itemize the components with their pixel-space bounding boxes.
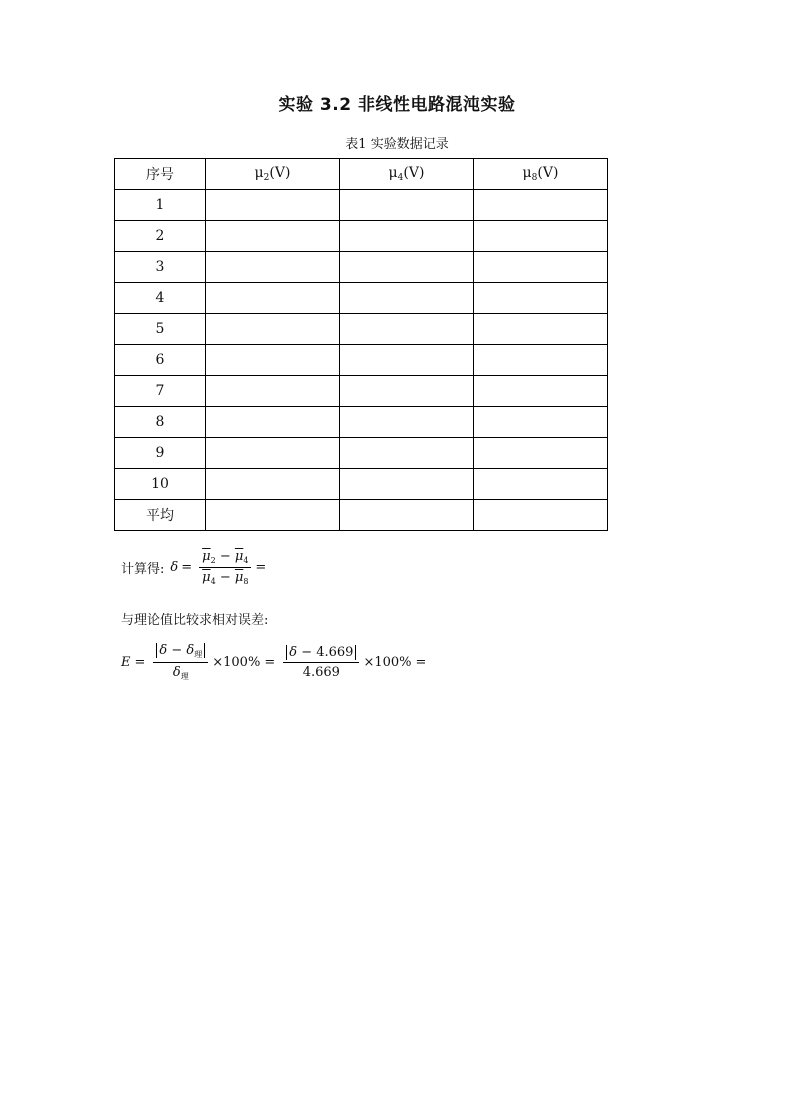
data-cell[interactable] [474, 438, 608, 469]
row-index-cell: 4 [115, 283, 206, 314]
table-row [115, 407, 608, 438]
header-mu4: $\mu_4(V)$ [340, 159, 474, 190]
data-cell[interactable] [474, 283, 608, 314]
row-index-cell: 1 [115, 190, 206, 221]
data-cell[interactable] [206, 190, 340, 221]
table-row [115, 469, 608, 500]
data-cell[interactable] [474, 252, 608, 283]
data-cell[interactable] [206, 314, 340, 345]
table-caption: 表1 实验数据记录 [345, 137, 449, 152]
data-cell[interactable] [474, 407, 608, 438]
header-index: 序号 [115, 159, 206, 190]
table-row [115, 376, 608, 407]
row-index-cell: 2 [115, 221, 206, 252]
data-cell[interactable] [474, 314, 608, 345]
data-cell[interactable] [474, 469, 608, 500]
table-row [115, 221, 608, 252]
data-cell[interactable] [474, 190, 608, 221]
data-cell[interactable] [340, 438, 474, 469]
data-table [114, 158, 608, 531]
table-row [115, 314, 608, 345]
table-header-row [115, 159, 608, 190]
data-cell[interactable] [474, 500, 608, 531]
data-cell[interactable] [206, 469, 340, 500]
error-formula: E = $\frac{\delta - \delta_理}{\delta_理}$ ×100% = $\frac{\delta - 4.669}{4.669}$ ×100% = [121, 643, 427, 681]
data-cell[interactable] [206, 500, 340, 531]
row-index-cell: 3 [115, 252, 206, 283]
data-cell[interactable] [340, 190, 474, 221]
data-cell[interactable] [340, 314, 474, 345]
table-row [115, 283, 608, 314]
data-cell[interactable] [340, 283, 474, 314]
data-cell[interactable] [340, 252, 474, 283]
data-cell[interactable] [206, 252, 340, 283]
compare-text: 与理论值比较求相对误差: [121, 613, 269, 628]
error-fraction-1: $\frac{\delta - \delta_理}{\delta_理}$ [153, 643, 208, 682]
row-index-cell: 8 [115, 407, 206, 438]
table-row [115, 190, 608, 221]
data-cell[interactable] [206, 283, 340, 314]
data-cell[interactable] [206, 376, 340, 407]
ratio-fraction: $\frac{\overline{\mu}_2 - \overline{\mu}_4}{\overline{\mu}_4 - \overline{\mu}_8}$ [199, 549, 251, 586]
data-cell[interactable] [340, 221, 474, 252]
data-cell[interactable] [474, 221, 608, 252]
data-cell[interactable] [340, 469, 474, 500]
data-cell[interactable] [340, 500, 474, 531]
row-index-cell: 7 [115, 376, 206, 407]
data-cell[interactable] [340, 407, 474, 438]
data-cell[interactable] [206, 407, 340, 438]
table-row [115, 252, 608, 283]
error-fraction-2: $\frac{\delta - 4.669}{4.669}$ [283, 645, 359, 680]
table-row [115, 438, 608, 469]
data-cell[interactable] [340, 376, 474, 407]
calc-formula: 计算得: δ = $\frac{\overline{\mu}_2 - \overline{\mu}_4}{\overline{\mu}_4 - \overline{\mu}_8}$ = [121, 549, 267, 586]
data-cell[interactable] [206, 438, 340, 469]
page-title: 实验 3.2 非线性电路混沌实验 [278, 95, 516, 115]
table-row [115, 345, 608, 376]
calc-label: 计算得: [121, 562, 165, 577]
data-cell[interactable] [206, 221, 340, 252]
row-index-cell: 10 [115, 469, 206, 500]
data-cell[interactable] [206, 345, 340, 376]
data-cell[interactable] [474, 376, 608, 407]
row-index-cell: 6 [115, 345, 206, 376]
row-index-cell: 平均 [115, 500, 206, 531]
table-row [115, 500, 608, 531]
row-index-cell: 5 [115, 314, 206, 345]
data-cell[interactable] [340, 345, 474, 376]
data-cell[interactable] [474, 345, 608, 376]
header-mu8: $\mu_8(V)$ [474, 159, 608, 190]
row-index-cell: 9 [115, 438, 206, 469]
header-mu2: $\mu_2(V)$ [206, 159, 340, 190]
